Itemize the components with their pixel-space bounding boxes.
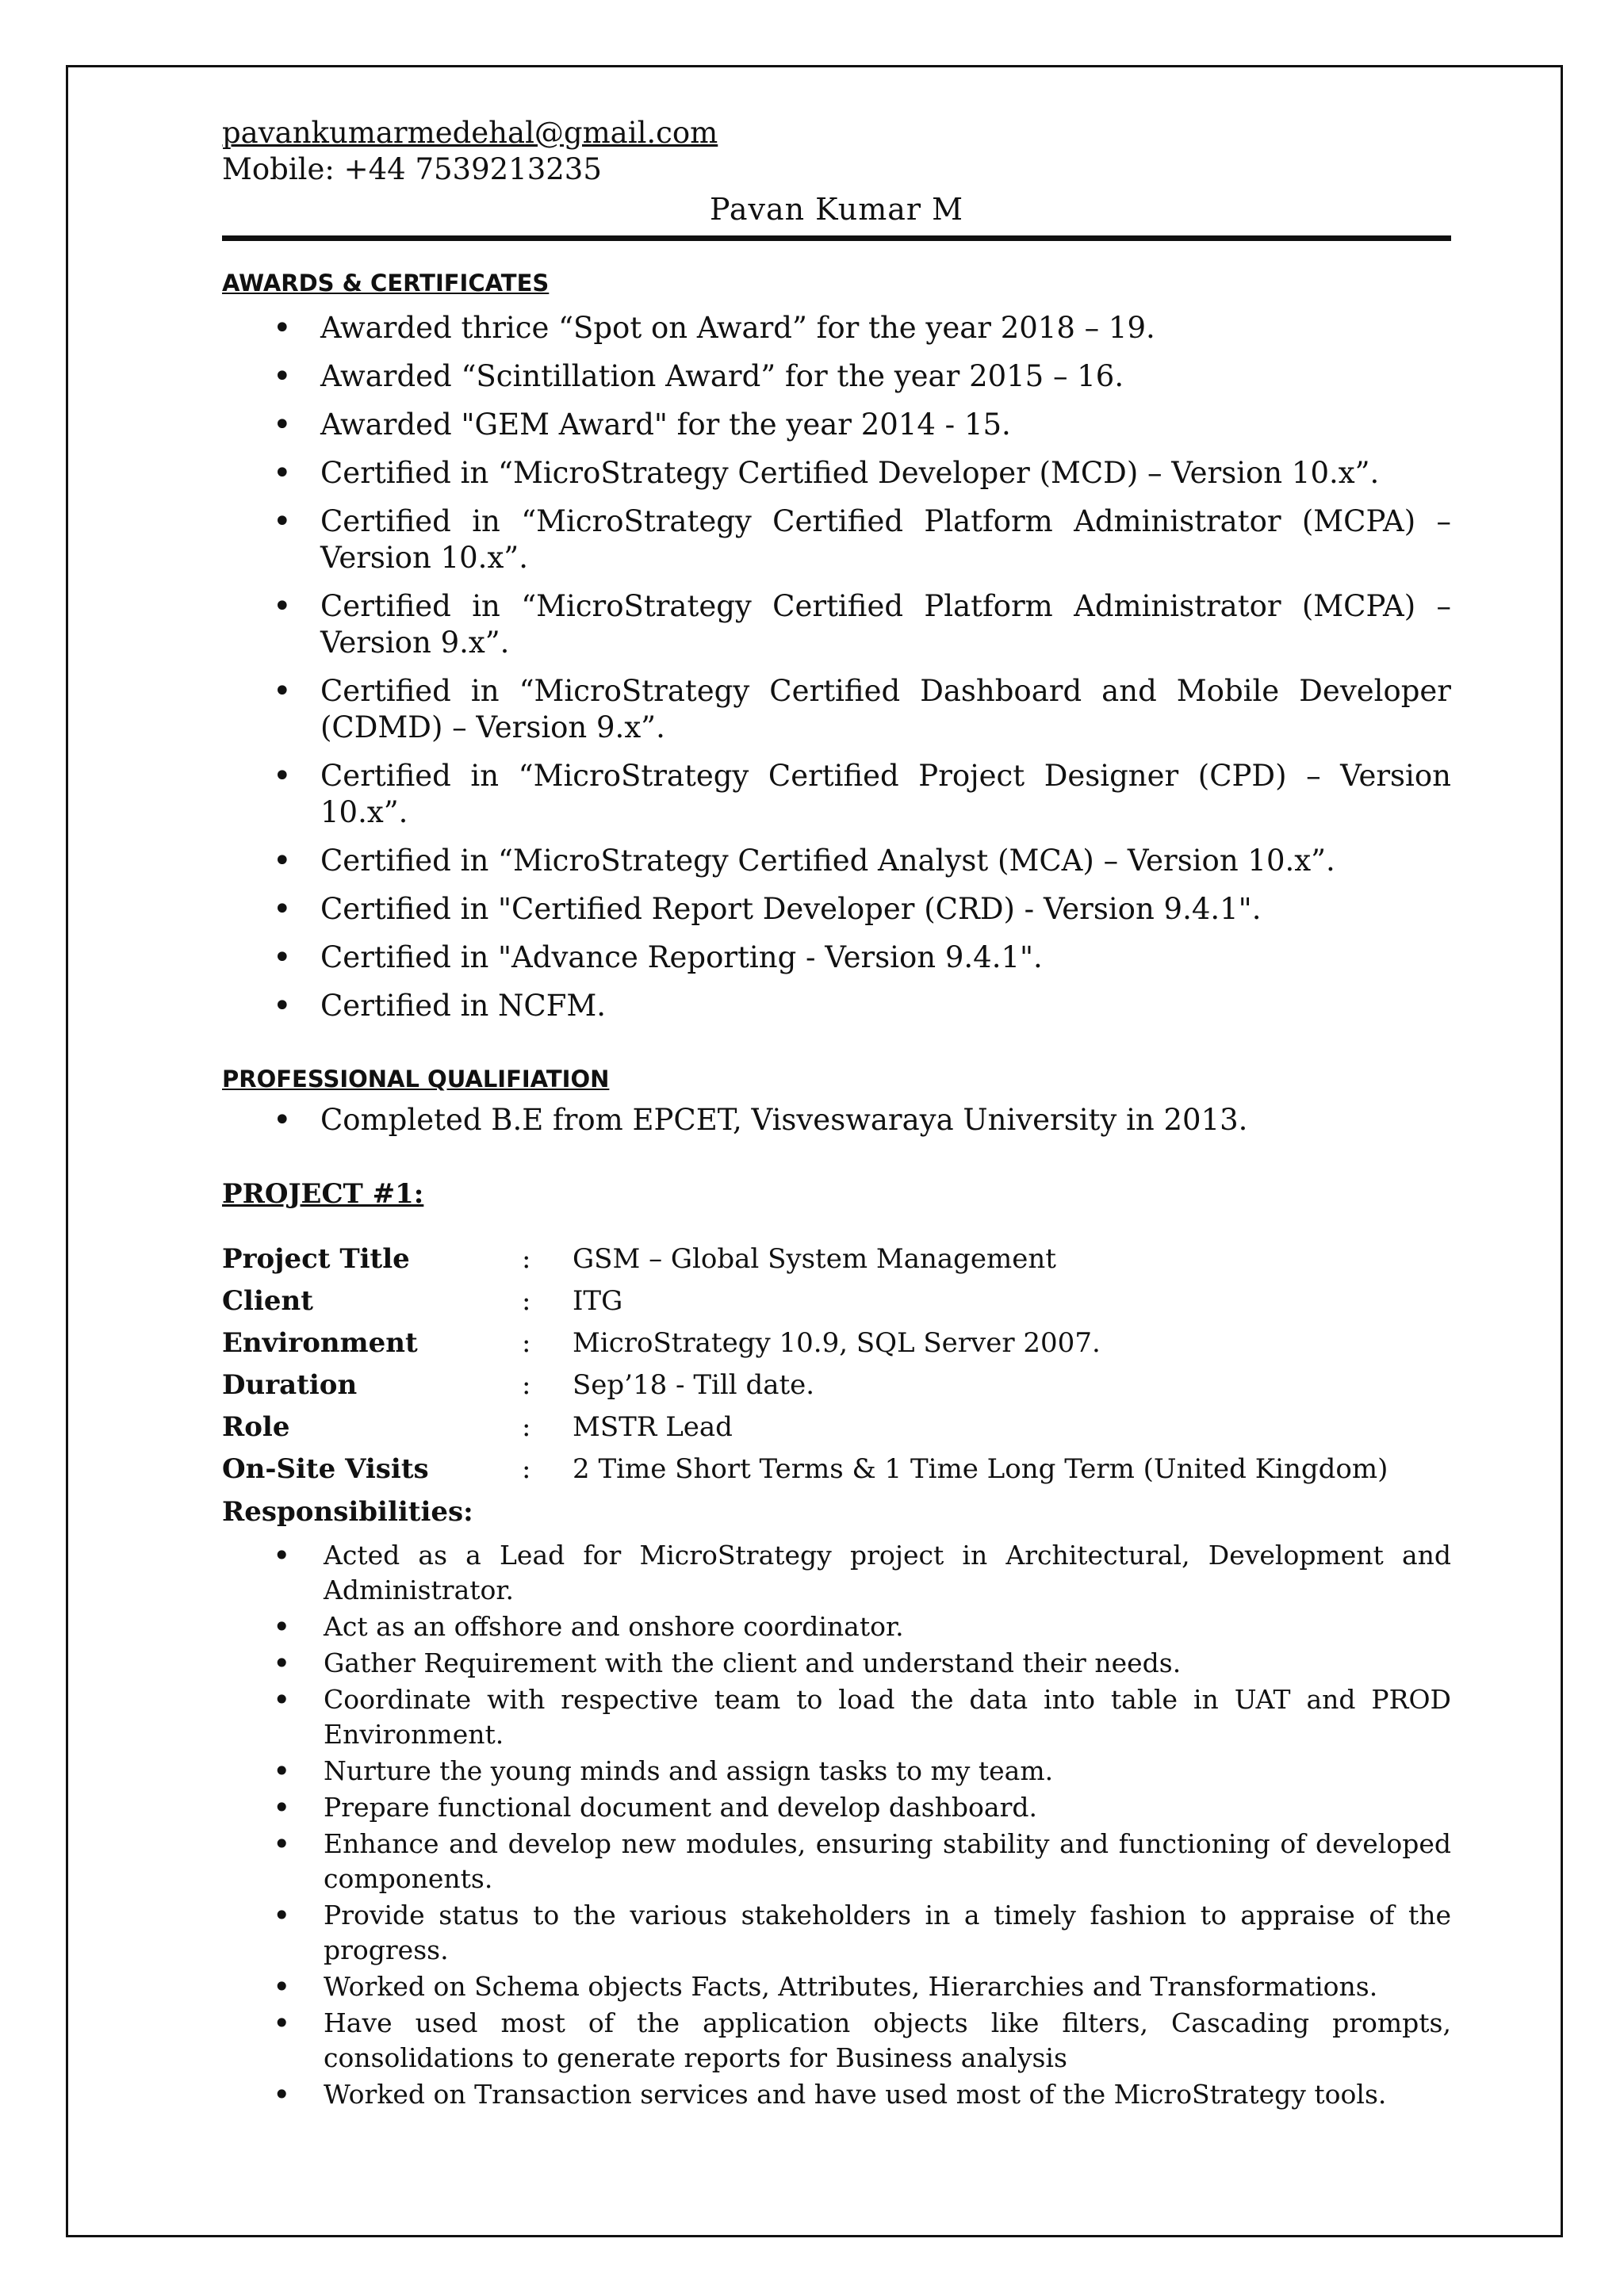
list-item: • Certified in “MicroStrategy Certified Project Designer (CPD) – Version 10.x”.	[222, 758, 1451, 831]
table-row	[222, 1364, 1388, 1406]
project-heading: PROJECT #1:	[222, 1178, 424, 1210]
list-item: • Certified in “MicroStrategy Certified Platform Administrator (MCPA) – Version 10.x”.	[222, 503, 1451, 576]
list-item: • Gather Requirement with the client and understand their needs.	[222, 1646, 1451, 1681]
detail-label: Duration	[222, 1369, 358, 1401]
qualification-list	[222, 1102, 1451, 1138]
list-item: • Awarded “Scintillation Award” for the year 2015 – 16.	[222, 358, 1451, 395]
header-divider	[222, 235, 1451, 241]
list-item: • Enhance and develop new modules, ensuring stability and functioning of developed components.	[222, 1827, 1451, 1896]
responsibilities-list	[222, 1538, 1451, 2112]
detail-separator: :	[522, 1327, 531, 1359]
detail-value: Sep’18 - Till date.	[573, 1369, 815, 1401]
detail-separator: :	[522, 1285, 531, 1317]
list-item: • Prepare functional document and develop dashboard.	[222, 1790, 1451, 1825]
list-item: • Awarded "GEM Award" for the year 2014 - 15.	[222, 407, 1451, 443]
detail-value: GSM – Global System Management	[573, 1243, 1056, 1275]
list-item: • Certified in NCFM.	[222, 988, 1451, 1024]
list-item: • Acted as a Lead for MicroStrategy project in Architectural, Development and Administrator.	[222, 1538, 1451, 1608]
list-item: • Certified in “MicroStrategy Certified Developer (MCD) – Version 10.x”.	[222, 455, 1451, 492]
table-row	[222, 1406, 1388, 1448]
detail-separator: :	[522, 1453, 531, 1485]
table-row	[222, 1238, 1388, 1280]
detail-label: Role	[222, 1411, 290, 1443]
list-item: • Certified in "Advance Reporting - Version 9.4.1".	[222, 939, 1451, 976]
mobile-number: Mobile: +44 7539213235	[222, 152, 602, 186]
awards-list	[222, 310, 1451, 1024]
table-row	[222, 1280, 1388, 1322]
list-item: • Certified in “MicroStrategy Certified Analyst (MCA) – Version 10.x”.	[222, 843, 1451, 879]
detail-label: Environment	[222, 1327, 418, 1359]
list-item: • Worked on Transaction services and have used most of the MicroStrategy tools.	[222, 2077, 1451, 2112]
resume-content	[222, 115, 1451, 2112]
list-item: • Certified in “MicroStrategy Certified Platform Administrator (MCPA) – Version 9.x”.	[222, 588, 1451, 661]
awards-heading: AWARDS & CERTIFICATES	[222, 270, 550, 297]
list-item: • Coordinate with respective team to load the data into table in UAT and PROD Environment.	[222, 1682, 1451, 1752]
detail-value: ITG	[573, 1285, 623, 1317]
list-item: • Act as an offshore and onshore coordinator.	[222, 1609, 1451, 1644]
table-row	[222, 1448, 1388, 1490]
list-item: • Nurture the young minds and assign tasks to my team.	[222, 1754, 1451, 1789]
list-item: • Completed B.E from EPCET, Visveswaraya University in 2013.	[222, 1102, 1451, 1138]
table-row	[222, 1322, 1388, 1364]
qualification-heading: PROFESSIONAL QUALIFIATION	[222, 1066, 610, 1093]
detail-label: On-Site Visits	[222, 1453, 429, 1485]
responsibilities-heading: Responsibilities:	[222, 1496, 473, 1528]
list-item: • Awarded thrice “Spot on Award” for the year 2018 – 19.	[222, 310, 1451, 346]
email-link[interactable]: pavankumarmedehal@gmail.com	[222, 116, 718, 150]
list-item: • Certified in "Certified Report Developer (CRD) - Version 9.4.1".	[222, 891, 1451, 928]
detail-label: Project Title	[222, 1243, 410, 1275]
detail-separator: :	[522, 1243, 531, 1275]
list-item: • Provide status to the various stakeholders in a timely fashion to appraise of the progress.	[222, 1898, 1451, 1968]
list-item: • Have used most of the application objects like filters, Cascading prompts, consolidations to generate reports for Business analysis	[222, 2006, 1451, 2076]
detail-value: MicroStrategy 10.9, SQL Server 2007.	[573, 1327, 1101, 1359]
list-item: • Certified in “MicroStrategy Certified Dashboard and Mobile Developer (CDMD) – Version 9.x”.	[222, 673, 1451, 746]
detail-value: MSTR Lead	[573, 1411, 733, 1443]
list-item: • Worked on Schema objects Facts, Attributes, Hierarchies and Transformations.	[222, 1969, 1451, 2004]
project-details-table	[222, 1238, 1388, 1490]
detail-value: 2 Time Short Terms & 1 Time Long Term (United Kingdom)	[573, 1453, 1388, 1485]
detail-separator: :	[522, 1411, 531, 1443]
detail-label: Client	[222, 1285, 313, 1317]
detail-separator: :	[522, 1369, 531, 1401]
candidate-name: Pavan Kumar M	[709, 192, 964, 227]
